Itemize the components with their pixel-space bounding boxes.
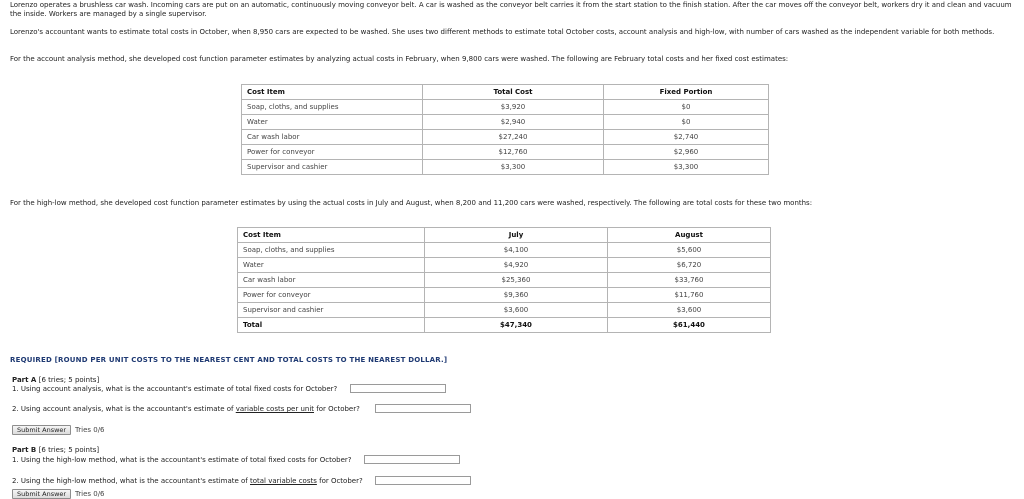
part-a-q1-answer-input[interactable] xyxy=(350,384,446,393)
cost-item-cell: Soap, cloths, and supplies xyxy=(242,100,423,115)
cost-item-cell: Water xyxy=(242,115,423,130)
part-a-meta: [6 tries; 5 points] xyxy=(38,376,100,384)
part-b-submit-button[interactable]: Submit Answer xyxy=(12,489,71,499)
intro-paragraph-3: For the account analysis method, she developed cost function parameter estimates by analyzing actual costs in February, when 9,800 cars were washed. The following are February total costs and her fixed cost estimates: xyxy=(10,55,789,63)
cost-item-cell: Car wash labor xyxy=(242,130,423,145)
header-july: July xyxy=(425,228,608,243)
cost-item-cell: Water xyxy=(238,258,425,273)
part-b-q2-answer-input[interactable] xyxy=(375,476,471,485)
header-august: August xyxy=(608,228,771,243)
july-total-cell: $47,340 xyxy=(425,318,608,333)
part-b-label: Part B xyxy=(12,446,37,454)
total-cost-cell: $3,300 xyxy=(423,160,604,175)
table-row xyxy=(238,303,771,318)
august-cost-cell: $5,600 xyxy=(608,243,771,258)
header-total-cost: Total Cost xyxy=(423,85,604,100)
part-a-q2-text-start: 2. Using account analysis, what is the accountant's estimate of xyxy=(12,405,236,413)
august-cost-cell: $6,720 xyxy=(608,258,771,273)
table-header-row xyxy=(238,228,771,243)
part-a-question-2 xyxy=(12,405,360,413)
july-august-costs-table xyxy=(237,227,771,333)
part-a-q2-text-end: for October? xyxy=(314,405,360,413)
fixed-portion-cell: $0 xyxy=(604,115,769,130)
table-row xyxy=(242,115,769,130)
august-cost-cell: $33,760 xyxy=(608,273,771,288)
cost-item-cell: Car wash labor xyxy=(238,273,425,288)
cost-item-cell: Power for conveyor xyxy=(242,145,423,160)
table-row xyxy=(242,130,769,145)
part-b-q2-text-end: for October? xyxy=(316,477,363,485)
part-b-meta: [6 tries; 5 points] xyxy=(38,446,100,454)
intro-paragraph-2: Lorenzo's accountant wants to estimate total costs in October, when 8,950 cars are expected to be washed. She uses two different methods to estimate total October costs, account analysis and high-low, with number of cars washed as the independent variable for both methods. xyxy=(10,28,995,36)
fixed-portion-cell: $3,300 xyxy=(604,160,769,175)
total-label-cell: Total xyxy=(238,318,425,333)
july-cost-cell: $4,100 xyxy=(425,243,608,258)
part-a-title xyxy=(12,376,99,384)
fixed-portion-cell: $2,740 xyxy=(604,130,769,145)
table-row xyxy=(242,160,769,175)
part-a-tries-counter: Tries 0/6 xyxy=(75,426,105,434)
part-b-q1-answer-input[interactable] xyxy=(364,455,460,464)
intro-paragraph-1: Lorenzo operates a brushless car wash. Incoming cars are put on an automatic, continuously moving conveyor belt. A car is washed as the conveyor belt carries it from the start station to the finish station. After the car moves off the conveyor belt, workers dry it and clean and vacuum the inside. Workers are managed by a single supervisor. xyxy=(10,1,1012,18)
july-cost-cell: $4,920 xyxy=(425,258,608,273)
august-cost-cell: $11,760 xyxy=(608,288,771,303)
intro-paragraph-4: For the high-low method, she developed cost function parameter estimates by using the actual costs in July and August, when 8,200 and 11,200 cars were washed, respectively. The following are total costs for these two months: xyxy=(10,199,813,207)
august-cost-cell: $3,600 xyxy=(608,303,771,318)
header-cost-item: Cost Item xyxy=(238,228,425,243)
part-a-q2-answer-input[interactable] xyxy=(375,404,471,413)
table-row xyxy=(238,243,771,258)
part-b-q2-text-start: 2. Using the high-low method, what is the accountant's estimate of xyxy=(12,477,250,485)
table-row xyxy=(238,258,771,273)
total-cost-cell: $2,940 xyxy=(423,115,604,130)
header-fixed-portion: Fixed Portion xyxy=(604,85,769,100)
table-row xyxy=(242,145,769,160)
part-a-submit-button[interactable]: Submit Answer xyxy=(12,425,71,435)
total-variable-costs-link[interactable]: total variable costs xyxy=(250,477,317,485)
cost-item-cell: Supervisor and cashier xyxy=(238,303,425,318)
table-row xyxy=(238,288,771,303)
part-a-question-1: 1. Using account analysis, what is the accountant's estimate of total fixed costs for October? xyxy=(12,385,338,393)
fixed-portion-cell: $2,960 xyxy=(604,145,769,160)
total-cost-cell: $27,240 xyxy=(423,130,604,145)
table-header-row xyxy=(242,85,769,100)
total-cost-cell: $3,920 xyxy=(423,100,604,115)
table-row xyxy=(238,273,771,288)
february-costs-table xyxy=(241,84,769,175)
july-cost-cell: $3,600 xyxy=(425,303,608,318)
part-b-tries-counter: Tries 0/6 xyxy=(75,490,105,498)
total-cost-cell: $12,760 xyxy=(423,145,604,160)
fixed-portion-cell: $0 xyxy=(604,100,769,115)
table-total-row xyxy=(238,318,771,333)
variable-costs-per-unit-link[interactable]: variable costs per unit xyxy=(235,405,315,413)
july-cost-cell: $9,360 xyxy=(425,288,608,303)
july-cost-cell: $25,360 xyxy=(425,273,608,288)
required-instructions: REQUIRED [ROUND PER UNIT COSTS TO THE NEAREST CENT AND TOTAL COSTS TO THE NEAREST DOLLAR.] xyxy=(10,356,448,364)
part-b-question-2 xyxy=(12,477,363,485)
cost-item-cell: Soap, cloths, and supplies xyxy=(238,243,425,258)
august-total-cell: $61,440 xyxy=(608,318,771,333)
table-row xyxy=(242,100,769,115)
cost-item-cell: Power for conveyor xyxy=(238,288,425,303)
part-a-label: Part A xyxy=(12,376,37,384)
header-cost-item: Cost Item xyxy=(242,85,423,100)
part-b-title xyxy=(12,446,99,454)
part-b-question-1: 1. Using the high-low method, what is the accountant's estimate of total fixed costs for October? xyxy=(12,456,352,464)
cost-item-cell: Supervisor and cashier xyxy=(242,160,423,175)
